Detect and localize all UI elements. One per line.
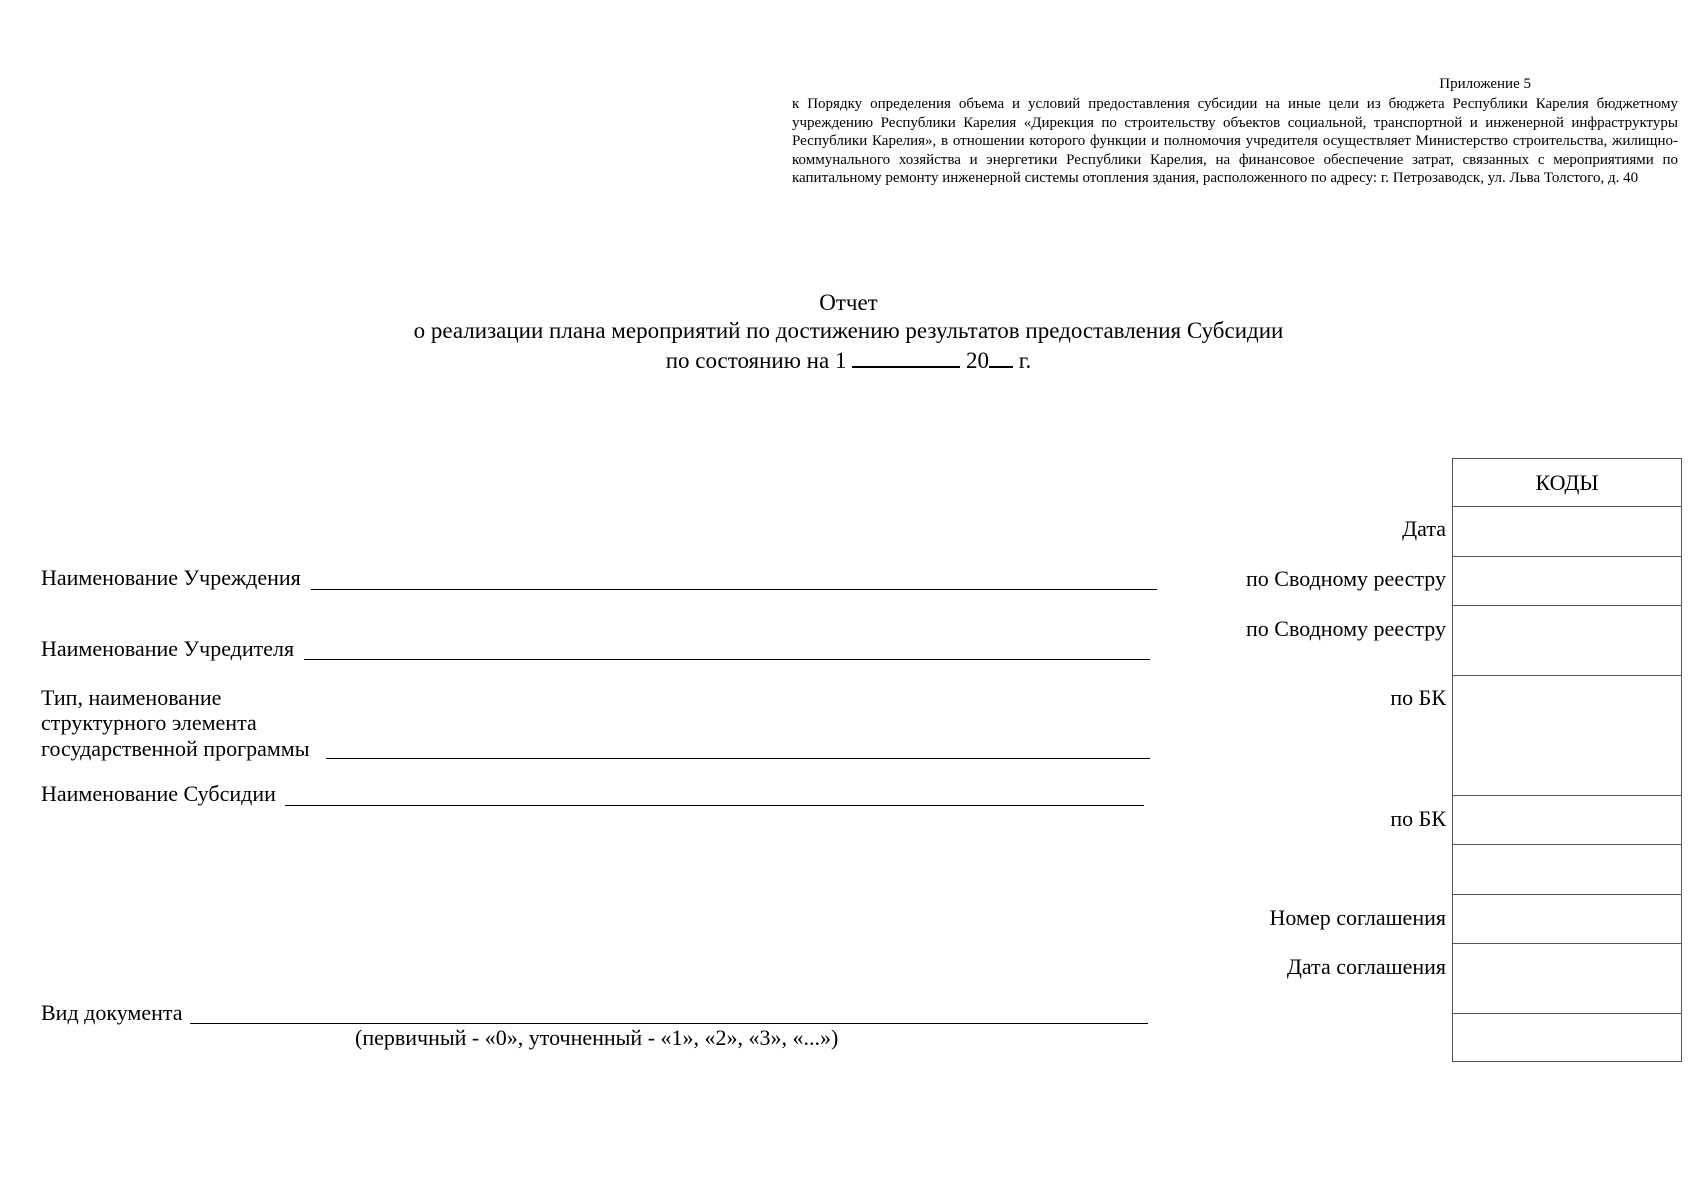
program-line[interactable]: [326, 758, 1150, 759]
date-label: Дата: [1402, 516, 1446, 541]
code-cell-registry-2[interactable]: [1453, 605, 1681, 675]
program-label-line2: структурного элемента: [41, 710, 257, 735]
code-cell-agreement-number[interactable]: [1453, 894, 1681, 943]
report-title: Отчет: [819, 290, 878, 315]
code-cell-last[interactable]: [1453, 1013, 1681, 1060]
doc-type-line[interactable]: [190, 1023, 1148, 1024]
registry-label-2: по Сводному реестру: [1246, 616, 1446, 641]
subsidy-label: Наименование Субсидии: [41, 781, 276, 806]
appendix-title: Приложение 5: [1439, 76, 1531, 92]
year-suffix: г.: [1018, 348, 1032, 373]
code-cell-date[interactable]: [1453, 506, 1681, 556]
code-cell-registry-1[interactable]: [1453, 556, 1681, 605]
appendix-text: к Порядку определения объема и условий предоставления субсидии на иные цели из бюджета Республики Карелия бюджетному учреждению Республики Карелия «Дирекция по строительству объектов социальной, транспортной и инженерной инфраструктуры Республики Карелия», в отношении которого функции и полномочия учредителя осуществляет Министерство строительства, жилищно-коммунального хозяйства и энергетики Республики Карелия, на финансовое обеспечение затрат, связанных с мероприятиями по капитальному ремонту инженерной системы отопления здания, расположенного по адресу: г. Петрозаводск, ул. Льва Толстого, д. 40: [792, 96, 1678, 186]
month-blank[interactable]: [852, 346, 960, 368]
code-cell-bk-2[interactable]: [1453, 795, 1681, 844]
bk-label-2: по БК: [1390, 806, 1446, 831]
doc-type-label: Вид документа: [41, 1000, 183, 1025]
bk-label-1: по БК: [1390, 685, 1446, 710]
program-label-line3: государственной программы: [41, 736, 310, 761]
codes-table: [1452, 458, 1682, 1062]
registry-label-1: по Сводному реестру: [1246, 566, 1446, 591]
code-cell-blank[interactable]: [1453, 844, 1681, 894]
agreement-date-label: Дата соглашения: [1286, 954, 1446, 979]
code-cell-agreement-date[interactable]: [1453, 943, 1681, 1013]
institution-line[interactable]: [311, 589, 1157, 590]
doc-type-hint: (первичный - «0», уточненный - «1», «2», «3», «...»): [355, 1025, 839, 1050]
founder-line[interactable]: [304, 659, 1150, 660]
founder-label: Наименование Учредителя: [41, 636, 295, 661]
institution-label: Наименование Учреждения: [41, 565, 301, 590]
year-prefix: 20: [965, 348, 989, 373]
year-blank[interactable]: [989, 346, 1013, 368]
report-date-line: [0, 346, 1697, 374]
subsidy-line[interactable]: [285, 805, 1144, 806]
date-prefix: по состоянию на 1: [665, 348, 847, 373]
codes-header: КОДЫ: [1535, 469, 1599, 495]
program-label-line1: Тип, наименование: [41, 685, 222, 710]
report-subtitle: о реализации плана мероприятий по достижению результатов предоставления Субсидии: [413, 318, 1284, 343]
code-cell-bk-1[interactable]: [1453, 675, 1681, 795]
agreement-number-label: Номер соглашения: [1269, 905, 1446, 930]
